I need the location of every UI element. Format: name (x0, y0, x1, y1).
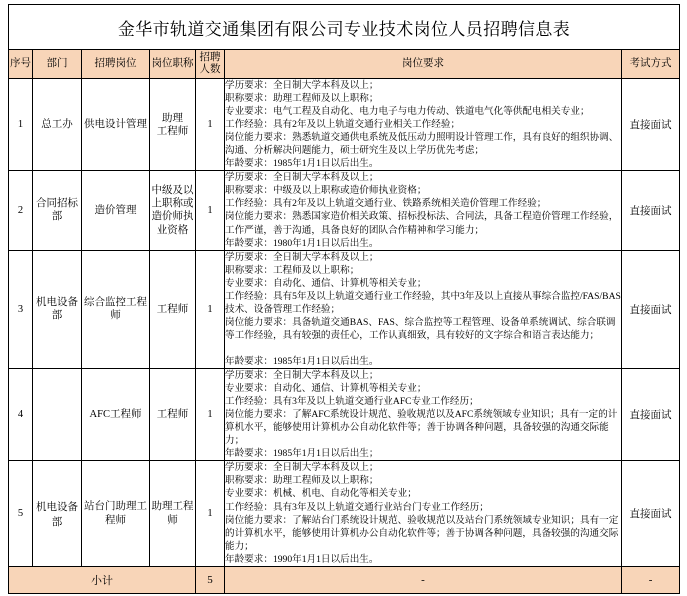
table-row (9, 79, 680, 171)
cell-seq: 1 (9, 79, 33, 171)
requirement-line-blank (225, 342, 621, 355)
cell-requirements (225, 171, 622, 250)
subtotal-requirements: - (225, 566, 622, 593)
cell-rank-line1: 助理 (162, 112, 183, 124)
cell-exam: 直接面试 (622, 250, 680, 368)
cell-post: 造价管理 (82, 171, 150, 250)
cell-rank-line3: 造价师执 (151, 211, 194, 223)
requirement-line: 学历要求：全日制大学本科及以上； (225, 80, 379, 91)
requirement-line: 年龄要求：1980年1月1日以后出生。 (225, 237, 379, 249)
cell-rank (150, 171, 196, 250)
cell-count: 1 (196, 79, 225, 171)
title-row (9, 5, 680, 50)
subtotal-row (9, 566, 680, 593)
subtotal-exam: - (622, 566, 680, 593)
requirement-line: 年龄要求：1985年1月1日以后出生。 (225, 355, 379, 367)
requirement-line: 学历要求：全日制大学本科及以上； (225, 370, 379, 382)
requirement-line: 专业要求：自动化、通信、计算机等相关专业； (225, 383, 427, 395)
column-header-exam: 考试方式 (622, 50, 680, 79)
requirement-line: 工作经验：具有3年及以上轨道交通行业AFC专业工作经历； (225, 396, 479, 408)
requirement-line: 工作经验：具有5年及以上轨道交通行业工作经验，其中3年及以上直接从事综合监控/FAS/BAS技术、设备管理工作经验； (225, 290, 621, 315)
requirement-line: 岗位能力要求：具备轨道交通BAS、FAS、综合监控等工程管理、设备单系统调试、综合联调等工作经验，具有较强的责任心，工作认真细致，具有较好的文字综合和语言表达能力； (225, 316, 616, 341)
requirement-line: 学历要求：全日制大学本科及以上； (225, 172, 379, 184)
table-row (9, 171, 680, 250)
cell-requirements (225, 250, 622, 368)
cell-post: AFC工程师 (82, 369, 150, 461)
requirement-line: 职称要求：工程师及以上职称； (225, 264, 360, 276)
cell-rank-line4: 业资格 (156, 224, 189, 236)
subtotal-label: 小计 (9, 566, 196, 593)
cell-rank (150, 461, 196, 566)
cell-rank (150, 79, 196, 171)
table-header-row (9, 50, 680, 79)
cell-exam: 直接面试 (622, 79, 680, 171)
requirement-line: 工作经验：具有2年及以上轨道交通行业相关工作经验； (225, 119, 461, 131)
requirement-line: 年龄要求：1985年1月1日以后出生； (225, 448, 379, 460)
cell-requirements (225, 79, 622, 171)
requirement-line: 职称要求：中级及以上职称或造价师执业资格； (225, 185, 427, 197)
column-header-rank: 岗位职称 (150, 50, 196, 79)
cell-dept: 机电设备部 (33, 250, 82, 368)
requirement-line: 岗位能力要求：了解AFC系统设计规范、验收规范以及AFC系统领域专业知识；具有一定的计算机水平，能够使用计算机办公自动化软件等；善于协调各种问题，具备较强的沟通交际能力； (225, 409, 618, 447)
cell-seq: 2 (9, 171, 33, 250)
cell-exam: 直接面试 (622, 369, 680, 461)
cell-count: 1 (196, 369, 225, 461)
cell-count: 1 (196, 461, 225, 566)
requirement-line: 学历要求：全日制大学本科及以上； (225, 251, 379, 263)
cell-rank-line2: 工程师 (156, 125, 189, 137)
cell-seq: 5 (9, 461, 33, 566)
requirement-line: 岗位能力要求：熟悉国家造价相关政策、招标投标法、合同法，具备工程造价管理工作经验，工作严谨，善于沟通，具备良好的团队合作精神和学习能力； (225, 211, 619, 236)
requirement-line: 职称要求：助理工程师及以上职称； (225, 93, 379, 105)
cell-requirements (225, 461, 622, 566)
cell-rank: 工程师 (150, 250, 196, 368)
cell-exam: 直接面试 (622, 461, 680, 566)
cell-post: 综合监控工程师 (82, 250, 150, 368)
requirement-line: 学历要求：全日制大学本科及以上； (225, 462, 379, 474)
page-title: 金华市轨道交通集团有限公司专业技术岗位人员招聘信息表 (9, 5, 680, 50)
cell-post: 供电设计管理 (82, 79, 150, 171)
table-row (9, 369, 680, 461)
cell-dept (33, 369, 82, 461)
cell-exam: 直接面试 (622, 171, 680, 250)
cell-requirements (225, 369, 622, 461)
table-row (9, 461, 680, 566)
column-header-count-line1: 招聘 (199, 51, 221, 63)
recruitment-info-table (8, 4, 680, 594)
cell-rank: 工程师 (150, 369, 196, 461)
requirement-line: 工作经验：具有2年及以上轨道交通行业、铁路系统相关造价管理工作经验； (225, 198, 547, 210)
column-header-dept: 部门 (33, 50, 82, 79)
cell-dept: 机电设备部 (33, 461, 82, 566)
cell-rank-line1: 中级及以 (151, 185, 194, 197)
subtotal-count: 5 (196, 566, 225, 593)
cell-seq: 3 (9, 250, 33, 368)
requirement-line: 岗位能力要求：熟悉轨道交通供电系统及低压动力照明设计管理工作，具有良好的组织协调、沟通、分析解决问题能力，硕士研究生及以上学历优先考虑； (225, 132, 619, 157)
column-header-requirements: 岗位要求 (225, 50, 622, 79)
cell-seq: 4 (9, 369, 33, 461)
cell-post: 站台门助理工程师 (82, 461, 150, 566)
column-header-count (196, 50, 225, 79)
table-row (9, 250, 680, 368)
cell-count: 1 (196, 171, 225, 250)
requirement-line: 工作经验：具有3年及以上轨道交通行业站台门专业工作经历； (225, 501, 489, 513)
column-header-seq: 序号 (9, 50, 33, 79)
requirement-line: 年龄要求：1990年1月1日以后出生。 (225, 553, 379, 565)
requirement-line: 年龄要求：1985年1月1日以后出生。 (225, 158, 379, 170)
cell-count: 1 (196, 250, 225, 368)
column-header-post: 招聘岗位 (82, 50, 150, 79)
cell-rank-line1: 助理工程 (151, 501, 194, 513)
cell-rank-line2: 上职称或 (151, 198, 194, 210)
requirement-line: 专业要求：自动化、通信、计算机等相关专业； (225, 277, 427, 289)
cell-dept: 合同招标部 (33, 171, 82, 250)
requirement-line: 专业要求：机械、机电、自动化等相关专业； (225, 488, 417, 500)
cell-rank-line2: 师 (167, 514, 178, 526)
column-header-count-line2: 人数 (199, 64, 221, 75)
requirement-line: 专业要求：电气工程及自动化、电力电子与电力传动、铁道电气化等供配电相关专业； (225, 106, 590, 118)
cell-dept: 总工办 (33, 79, 82, 171)
requirement-line: 职称要求：助理工程师及以上职称； (225, 475, 379, 487)
requirement-line: 岗位能力要求：了解站台门系统设计规范、验收规范以及站台门系统领域专业知识；具有一定的计算机水平，能够使用计算机办公自动化软件等；善于协调各种问题，具备较强的沟通交际能力； (225, 514, 619, 552)
